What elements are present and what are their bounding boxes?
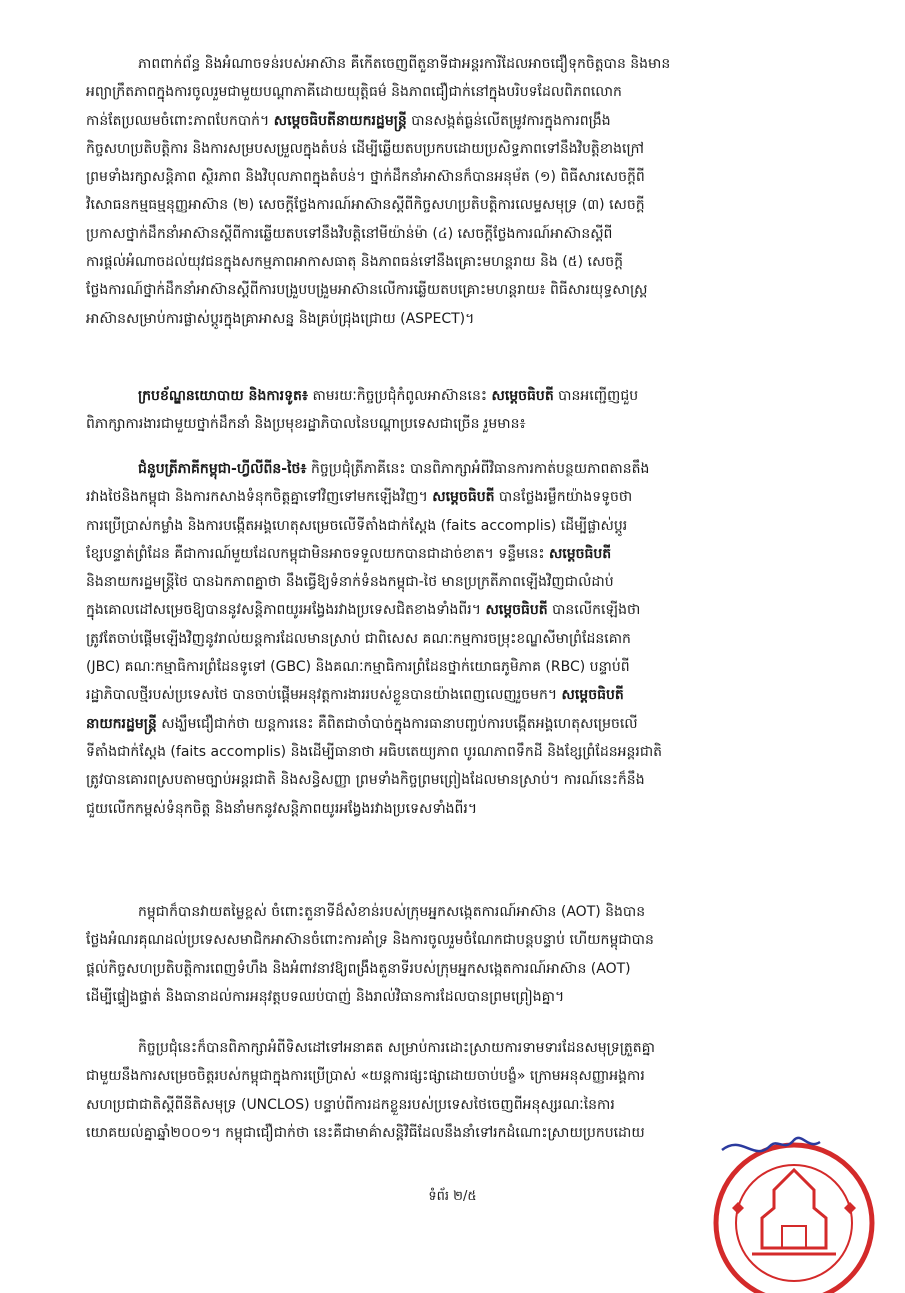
text-run: កិច្ចប្រជុំនេះក៏បានពិភាក្សាអំពីទិសដៅទៅអនាគត សម្រាប់ការដោះស្រាយការទាមទារដែនសមុទ្រត្រួតគ្នា <box>138 1040 656 1056</box>
text-run: (JBC) គណៈកម្មាធិការព្រំដែនទូទៅ (GBC) និងគណៈកម្មាធិការព្រំដែនថ្នាក់យោធភូមិភាគ (RBC) បន្ទាប់ពី <box>86 659 630 676</box>
text-line <box>86 568 826 596</box>
text-run: កិច្ចសហប្រតិបត្តិការ និងការសម្របសម្រួលក្នុងតំបន់ ដើម្បីឆ្លើយតបប្រកបដោយប្រសិទ្ធភាពទៅនឹងវិបត្តិខាងក្រៅ <box>86 140 644 157</box>
text-run: រវាងថៃនិងកម្ពុជា និងការកសាងទំនុកចិត្តគ្នាទៅវិញទៅមកឡើងវិញ។ <box>86 489 433 506</box>
text-line <box>86 410 826 438</box>
text-run: សហប្រជាជាតិស្តីពីនីតិសមុទ្រ (UNCLOS) បន្ទាប់ពីការដកខ្លួនរបស់ប្រទេសថៃចេញពីអនុស្សរណៈនៃការ <box>86 1096 615 1113</box>
text-run: ត្រូវតែចាប់ផ្តើមឡើងវិញនូវរាល់យន្តការដែលមានស្រាប់ ជាពិសេស គណៈកម្មការចម្រុះខណ្ឌសីមាព្រំដែនគោក <box>86 630 631 647</box>
text-run: ភាពពាក់ព័ន្ធ និងអំណាចទន់របស់អាស៊ាន គឺកើតចេញពីតួនាទីជាអន្តរការីដែលអាចជឿទុកចិត្តបាន និងមាន <box>138 56 671 72</box>
text-run: បានលើកឡើងថា <box>547 602 641 619</box>
bold-text: នាយករដ្ឋមន្ត្រី <box>86 715 157 732</box>
text-line <box>86 625 826 653</box>
text-run: និងនាយករដ្ឋមន្ត្រីថៃ បានឯកភាពគ្នាថា នឹងធ្វើឱ្យទំនាក់ទំនងកម្ពុជា-ថៃ មានប្រក្រតីភាពឡើងវិញជាលំដាប់ <box>86 574 614 591</box>
bold-text: ក្របខ័ណ្ឌនយោបាយ និងការទូត៖ <box>138 388 309 404</box>
text-line <box>86 107 826 135</box>
text-run: ការប្រើប្រាស់កម្លាំង និងការបង្កើតអង្គហេតុសម្រេចលើទីតាំងជាក់ស្តែង (faits accomplis) ដើម្បីផ្លាស់ប្តូរ <box>86 517 628 534</box>
text-line <box>86 220 826 248</box>
text-run: កិច្ចប្រជុំត្រីភាគីនេះ បានពិភាក្សាអំពីវិធានការកាត់បន្ថយភាពតានតឹង <box>306 461 650 477</box>
bold-text: សម្តេចធិបតី <box>432 489 495 506</box>
text-line <box>86 983 826 1011</box>
text-run: ផ្តល់កិច្ចសហប្រតិបត្តិការពេញទំហឹង និងអំពាវនាវឱ្យពង្រឹងតួនាទីរបស់ក្រុមអ្នកសង្កេតការណ៍អាស៊ាន (AOT) <box>86 960 631 977</box>
text-line <box>86 1062 826 1090</box>
paragraph-trilateral-meeting <box>86 455 826 823</box>
text-run: ជួយលើកកម្ពស់ទំនុកចិត្ត និងនាំមកនូវសន្តិភាពយូរអង្វែងរវាងប្រទេសទាំងពីរ។ <box>86 800 478 817</box>
text-line <box>86 955 826 983</box>
text-run: រដ្ឋាភិបាលថ្មីរបស់ប្រទេសថៃ បានចាប់ផ្តើមអនុវត្តការងាររបស់ខ្លួនបានយ៉ាងពេញលេញរួចមក។ <box>86 687 562 704</box>
text-run: យោគយល់គ្នាឆ្នាំ២០០១។ កម្ពុជាជឿជាក់ថា នេះគឺជាមាគ៌ាសន្តិវិធីដែលនឹងនាំទៅរកដំណោះស្រាយប្រកបដោយ <box>86 1124 645 1141</box>
text-run: ត្រូវបានគោរពស្របតាមច្បាប់អន្តរជាតិ និងសន្ធិសញ្ញា ព្រមទាំងកិច្ចព្រមព្រៀងដែលមានស្រាប់។ ការណ៍នេះក៏នឹង <box>86 772 645 789</box>
text-line <box>86 276 826 304</box>
text-run: កម្ពុជាក៏បានវាយតម្លៃខ្ពស់ ចំពោះតួនាទីដ៏សំខាន់របស់ក្រុមអ្នកសង្កេតការណ៍អាស៊ាន (AOT) និងបាន <box>138 904 646 920</box>
text-line <box>86 382 826 410</box>
seal-circle <box>716 1145 872 1293</box>
text-line <box>86 248 826 276</box>
text-run: ថ្លែងអំណរគុណដល់ប្រទេសសមាជិកអាស៊ានចំពោះការគាំទ្រ និងការចូលរួមចំណែកជាបន្តបន្ទាប់ ហើយកម្ពុជាបាន <box>86 932 654 949</box>
text-line <box>86 1034 826 1062</box>
paragraph-asean-observer-team <box>86 898 826 1011</box>
text-run: ជាមួយនឹងការសម្រេចចិត្តរបស់កម្ពុជាក្នុងការប្រើប្រាស់ «យន្តការផ្សះផ្សាដោយចាប់បង្ខំ» ក្រោមអនុសញ្ញាអង្គការ <box>86 1068 645 1085</box>
paragraph-summit-outcomes <box>86 50 826 333</box>
text-run: តាមរយៈកិច្ចប្រជុំកំពូលអាស៊ាននេះ <box>308 388 492 404</box>
text-run: សង្ឃឹមជឿជាក់ថា យន្តការនេះ គឺពិតជាចាំបាច់ក្នុងការធានាបញ្ចប់ការបង្កើតអង្គហេតុសម្រេចលើ <box>156 715 638 732</box>
official-seal-stamp <box>712 1128 905 1293</box>
text-run: អព្យាក្រឹតភាពក្នុងការចូលរួមជាមួយបណ្តាភាគីដោយយុត្តិធម៌ និងភាពជឿជាក់នៅក្នុងបរិបទដែលពិភពលោក <box>86 84 622 101</box>
text-line <box>86 926 826 954</box>
text-run: ពិភាក្សាការងារជាមួយថ្នាក់ដឹកនាំ និងប្រមុខរដ្ឋាភិបាលនៃបណ្តាប្រទេសជាច្រើន រួមមាន៖ <box>86 416 526 433</box>
bold-text: សម្តេចធិបតីនាយករដ្ឋមន្ត្រី <box>273 112 407 129</box>
text-line <box>86 738 826 766</box>
text-line <box>86 766 826 794</box>
text-line <box>86 596 826 624</box>
text-line <box>86 540 826 568</box>
text-run: ខ្សែបន្ទាត់ព្រំដែន គឺជាការណ៍មួយដែលកម្ពុជាមិនអាចទទួលយកបានជាដាច់ខាត។ ទន្ទឹមនេះ <box>86 545 549 562</box>
text-run: ព្រមទាំងរក្សាសន្តិភាព ស្ថិរភាព និងវិបុលភាពក្នុងតំបន់។ ថ្នាក់ដឹកនាំអាស៊ានក៏បានអនុម័ត (១) ពិធីសារសេចក្តីពី <box>86 169 645 186</box>
paragraph-political-diplomatic <box>86 382 826 439</box>
text-run: ការផ្តល់អំណាចដល់យុវជនក្នុងសកម្មភាពអាកាសធាតុ និងភាពធន់ទៅនឹងគ្រោះមហន្តរាយ និង (៥) សេចក្តី <box>86 254 624 271</box>
bold-text: សម្តេចធិបតី <box>561 687 624 704</box>
text-line <box>86 163 826 191</box>
text-line <box>86 191 826 219</box>
bold-text: សម្តេចធិបតី <box>491 388 554 404</box>
bold-text: សម្តេចធិបតី <box>548 545 612 562</box>
text-run: កាន់តែប្រឈមចំពោះភាពបែកបាក់។ <box>86 112 274 129</box>
text-line <box>86 78 826 106</box>
text-line <box>86 898 826 926</box>
text-line <box>86 1091 826 1119</box>
page-number: ទំព័រ ២/៥ <box>428 1189 477 1204</box>
text-run: ក្នុងគោលដៅសម្រេចឱ្យបាននូវសន្តិភាពយូរអង្វែងរវាងប្រទេសជិតខាងទាំងពីរ។ <box>86 602 486 619</box>
text-run: វិសោធនកម្មធម្មនុញ្ញអាស៊ាន (២) សេចក្តីថ្លែងការណ៍អាស៊ានស្តីពីកិច្ចសហប្រតិបត្តិការលេម្ទសមុទ្រ (៣) សេចក្តី <box>86 197 645 214</box>
text-run: ទីតាំងជាក់ស្តែង (faits accomplis) និងដើម្បីធានាថា អធិបតេយ្យភាព បូរណភាពទឹកដី និងខ្សែព្រំដែនអន្តរជាតិ <box>86 743 663 760</box>
text-line <box>86 455 826 483</box>
text-line <box>86 483 826 511</box>
bold-text: សម្តេចធិបតី <box>485 602 548 619</box>
text-run: បានអញ្ជើញជួប <box>553 388 639 404</box>
text-line <box>86 653 826 681</box>
text-line <box>86 512 826 540</box>
text-run: ដើម្បីផ្ទៀងផ្ទាត់ និងធានាដល់ការអនុវត្តបទឈប់បាញ់ និងរាល់វិធានការដែលបានព្រមព្រៀងគ្នា។ <box>86 988 565 1005</box>
text-run: ប្រកាសថ្នាក់ដឹកនាំអាស៊ានស្តីពីការឆ្លើយតបទៅនឹងវិបត្តិនៅមីយ៉ាន់ម៉ា (៤) សេចក្តីថ្លែងការណ៍អាស៊ានស្តីពី <box>86 225 613 242</box>
text-line <box>86 135 826 163</box>
text-line <box>86 681 826 709</box>
text-line <box>86 795 826 823</box>
text-run: បានថ្លែងរម្លឹកយ៉ាងទទូចថា <box>494 489 633 506</box>
text-line <box>86 50 826 78</box>
text-line <box>86 710 826 738</box>
text-line <box>86 305 826 333</box>
text-run: បានសង្កត់ធ្ងន់លើតម្រូវការក្នុងការពង្រឹង <box>406 112 611 129</box>
bold-text: ជំនួបត្រីភាគីកម្ពុជា-ហ្វីលីពីន-ថៃ៖ <box>138 461 307 477</box>
text-run: អាស៊ានសម្រាប់ការផ្លាស់ប្តូរក្នុងគ្រាអាសន្ន និងគ្រប់ជ្រុងជ្រោយ (ASPECT)។ <box>86 310 475 327</box>
text-run: ថ្លែងការណ៍ថ្នាក់ដឹកនាំអាស៊ានស្តីពីការបង្រួបបង្រួមអាស៊ានលើការឆ្លើយតបគ្រោះមហន្តរាយ៖ ពិធីសារយុទ្ធសាស្ត្រ <box>86 282 648 299</box>
